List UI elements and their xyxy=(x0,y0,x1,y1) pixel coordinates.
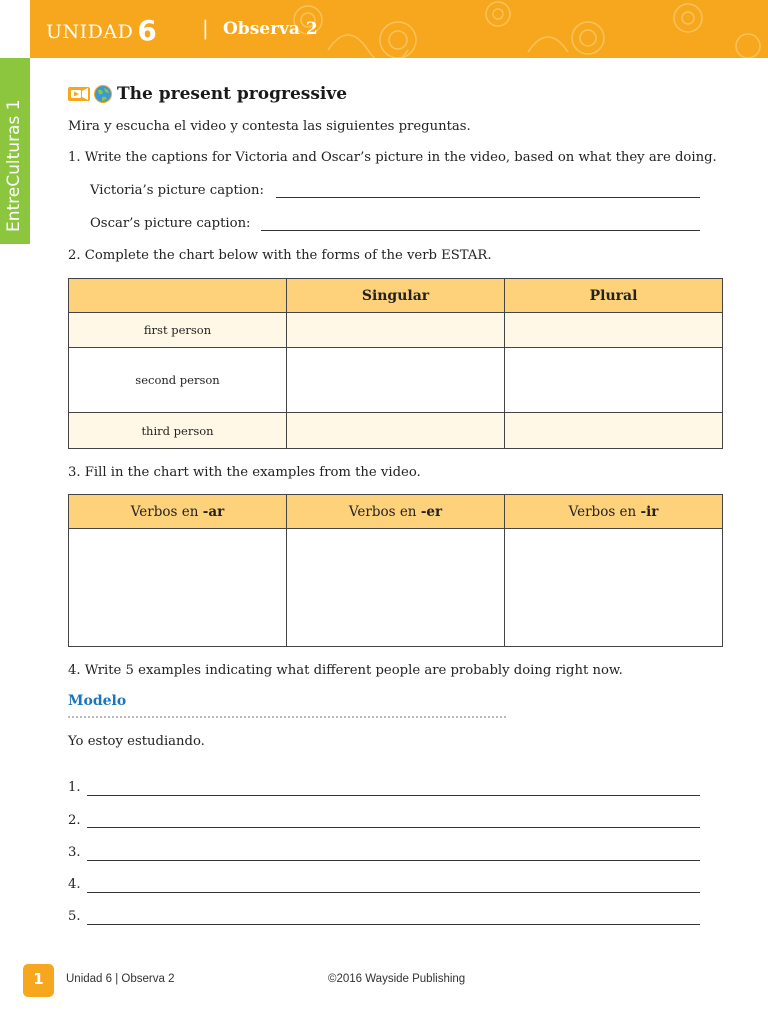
cell-verbos-ir[interactable] xyxy=(505,529,723,647)
section-title: Observa 2 xyxy=(223,19,318,39)
estar-chart xyxy=(68,278,723,449)
unit-number: 6 xyxy=(137,14,158,47)
answer-line-1[interactable] xyxy=(87,795,700,796)
table-row xyxy=(69,529,723,647)
unit-header xyxy=(30,0,768,58)
cell-second-singular[interactable] xyxy=(287,348,505,413)
q2-prompt: 2. Complete the chart below with the forms of the verb ESTAR. xyxy=(68,248,492,263)
cell-third-plural[interactable] xyxy=(505,413,723,449)
footer-copyright: ©2016 Wayside Publishing xyxy=(328,973,466,985)
answer-number-3: 3. xyxy=(68,845,81,860)
instructions: Mira y escucha el video y contesta las siguientes preguntas. xyxy=(68,119,471,134)
header-verbos-ir: Verbos en -ir xyxy=(505,495,723,529)
side-tab-label: EntreCulturas 1 xyxy=(4,99,24,232)
answer-line-4[interactable] xyxy=(87,892,700,893)
verb-endings-chart xyxy=(68,494,723,647)
header-verbos-er: Verbos en -er xyxy=(287,495,505,529)
lesson-title: The present progressive xyxy=(117,84,348,104)
cell-second-plural[interactable] xyxy=(505,348,723,413)
q1-prompt: 1. Write the captions for Victoria and Oscar’s picture in the video, based on what they are doing. xyxy=(68,150,717,165)
footer-unit-text: Unidad 6 | Observa 2 xyxy=(66,973,175,985)
page-number-badge: 1 xyxy=(23,964,54,997)
estar-header-blank xyxy=(69,279,287,313)
oscar-caption-label: Oscar’s picture caption: xyxy=(90,216,251,231)
table-row xyxy=(69,348,723,413)
victoria-caption-label: Victoria’s picture caption: xyxy=(90,183,264,198)
globe-icon xyxy=(94,85,112,103)
victoria-caption-line[interactable] xyxy=(276,197,700,198)
table-row xyxy=(69,313,723,348)
lesson-heading xyxy=(68,82,347,106)
table-row xyxy=(69,413,723,449)
oscar-caption-line[interactable] xyxy=(261,230,700,231)
header-verbos-ar: Verbos en -ar xyxy=(69,495,287,529)
verb-chart-header xyxy=(69,495,723,529)
modelo-example: Yo estoy estudiando. xyxy=(68,734,205,749)
cell-third-singular[interactable] xyxy=(287,413,505,449)
header-separator: | xyxy=(202,16,209,40)
estar-chart-header xyxy=(69,279,723,313)
answer-number-4: 4. xyxy=(68,877,81,892)
estar-header-singular: Singular xyxy=(287,279,505,313)
answer-number-1: 1. xyxy=(68,780,81,795)
row-label-first-person: first person xyxy=(69,313,287,348)
q4-prompt: 4. Write 5 examples indicating what different people are probably doing right now. xyxy=(68,663,623,678)
cell-verbos-ar[interactable] xyxy=(69,529,287,647)
cell-first-plural[interactable] xyxy=(505,313,723,348)
unit-label: UNIDAD 6 xyxy=(46,14,158,47)
cell-first-singular[interactable] xyxy=(287,313,505,348)
row-label-third-person: third person xyxy=(69,413,287,449)
answer-line-3[interactable] xyxy=(87,860,700,861)
modelo-label: Modelo xyxy=(68,693,127,709)
answer-number-2: 2. xyxy=(68,813,81,828)
answer-line-2[interactable] xyxy=(87,827,700,828)
modelo-divider xyxy=(68,716,506,718)
q3-prompt: 3. Fill in the chart with the examples from the video. xyxy=(68,465,421,480)
answer-line-5[interactable] xyxy=(87,924,700,925)
cell-verbos-er[interactable] xyxy=(287,529,505,647)
row-label-second-person: second person xyxy=(69,348,287,413)
video-icon xyxy=(68,86,90,102)
decorative-swirl-pattern xyxy=(268,0,768,58)
answer-number-5: 5. xyxy=(68,909,81,924)
estar-header-plural: Plural xyxy=(505,279,723,313)
